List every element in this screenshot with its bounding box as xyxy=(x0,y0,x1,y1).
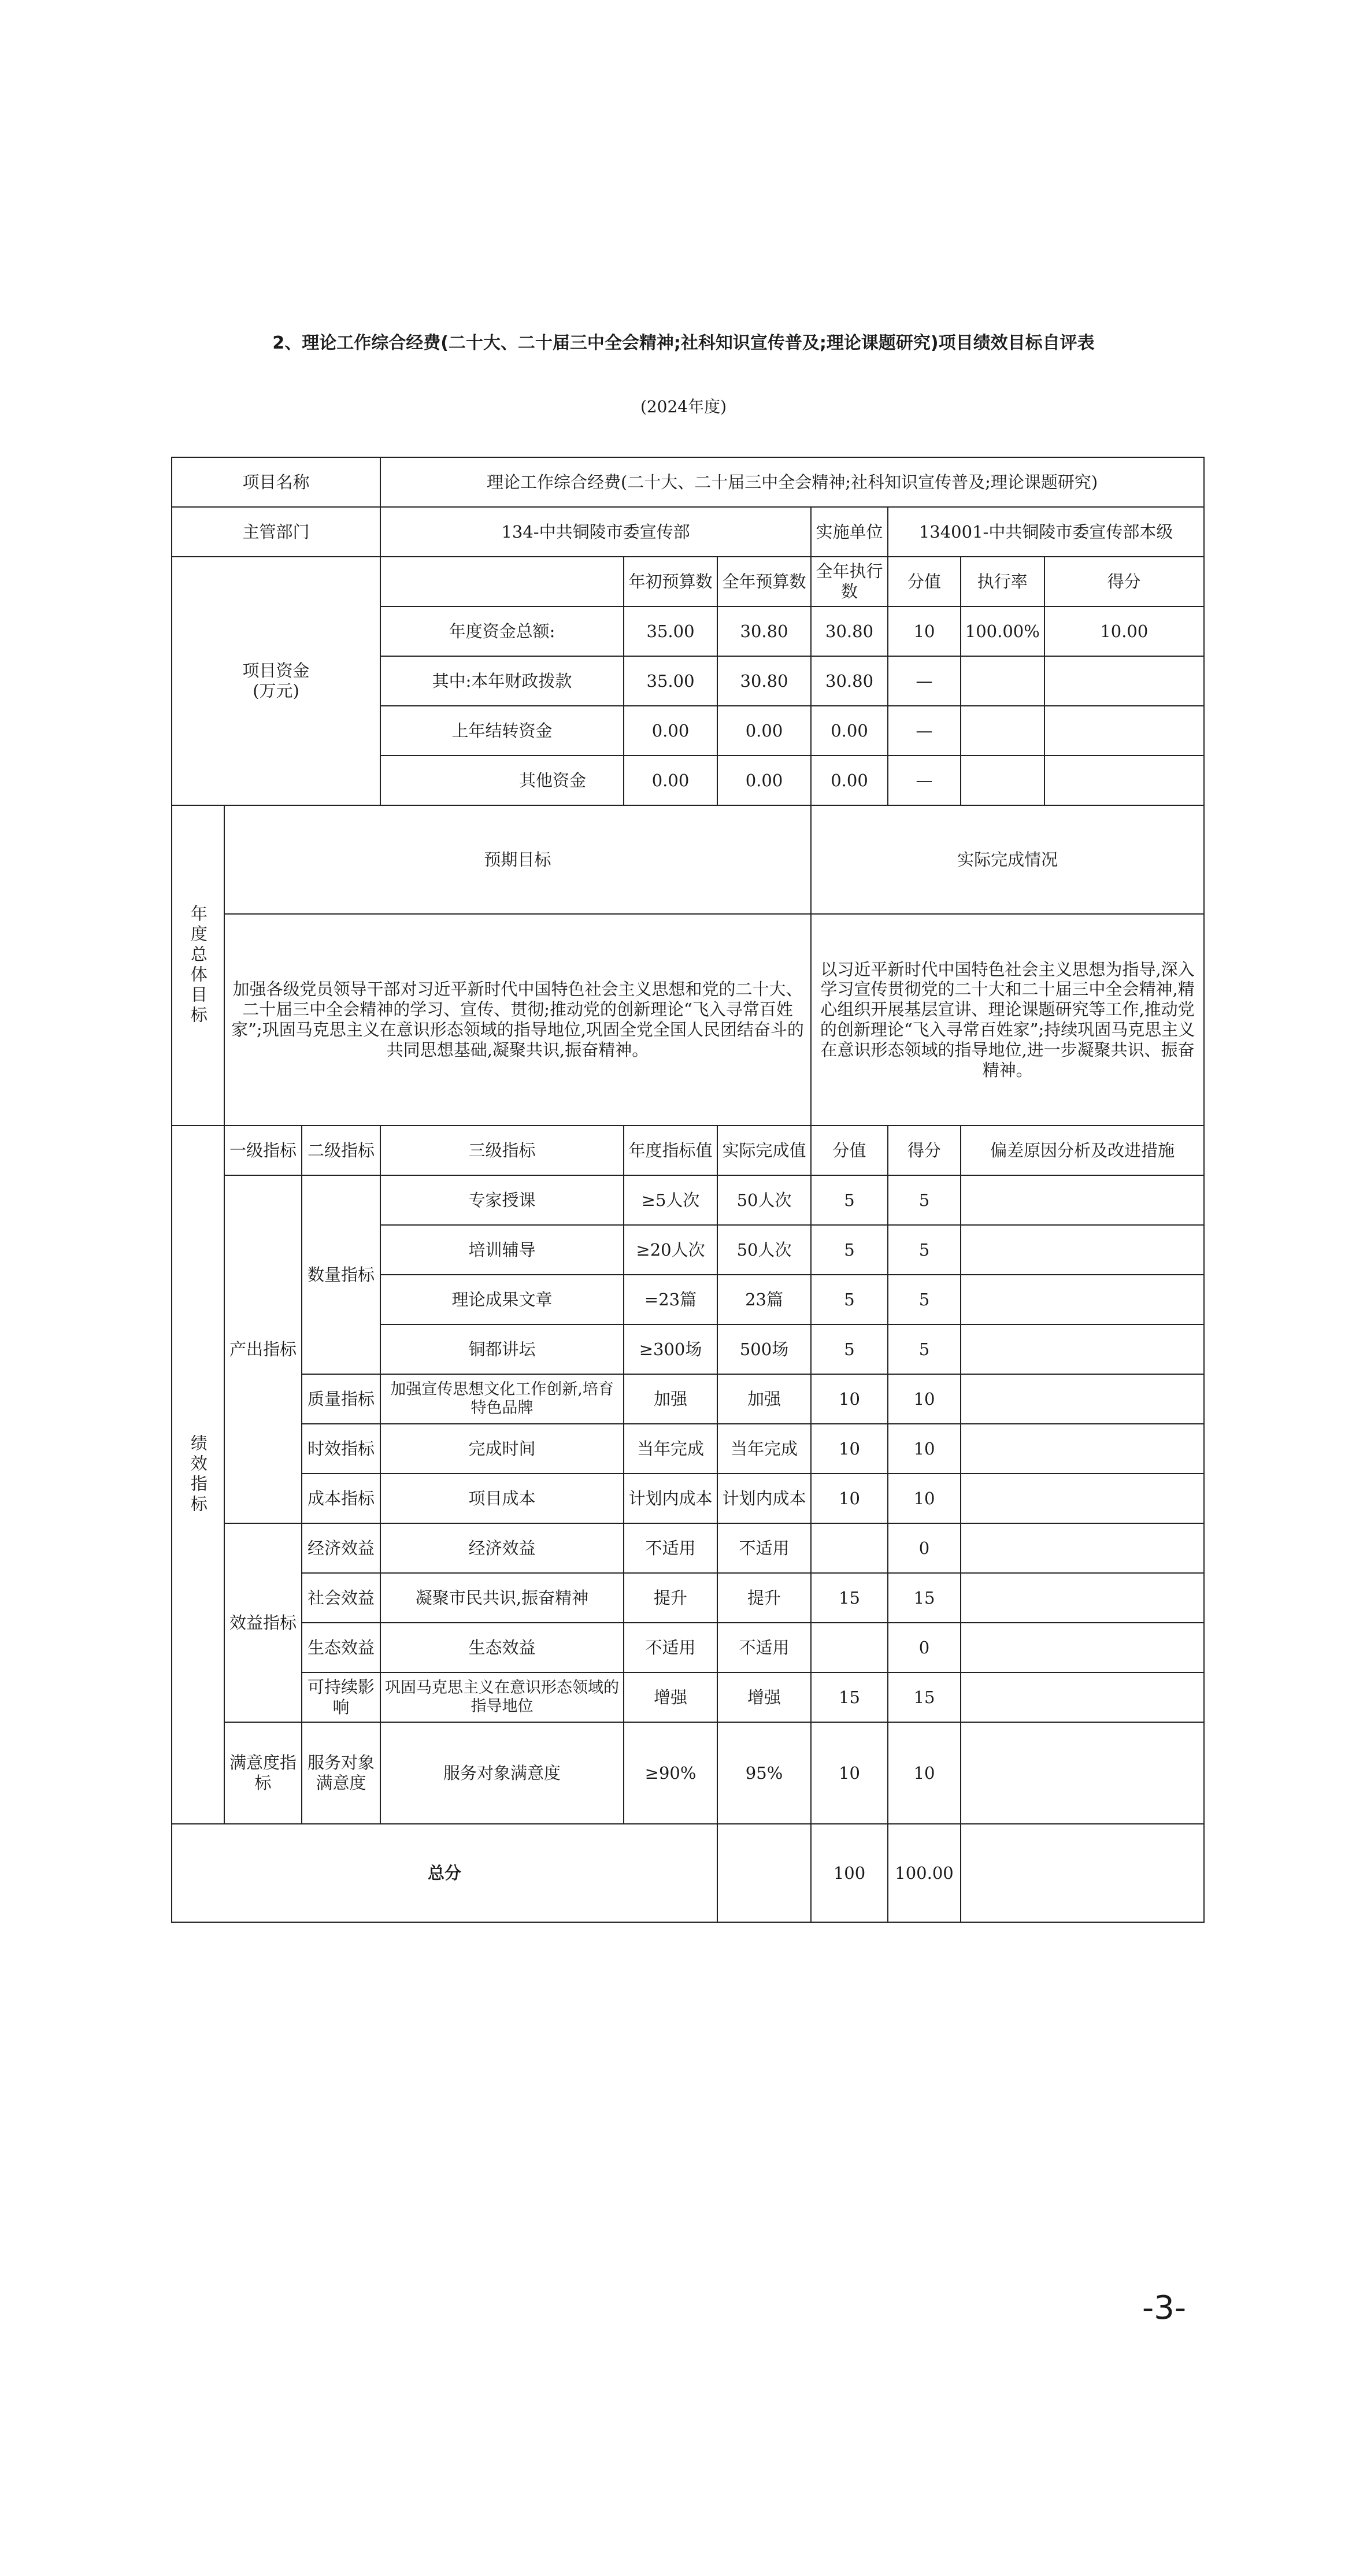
sustain-label: 可持续影响 xyxy=(302,1672,380,1722)
perf-row-name: 专家授课 xyxy=(380,1175,624,1225)
dept-label: 主管部门 xyxy=(172,507,380,557)
perf-row-value: 10 xyxy=(811,1474,888,1523)
perf-row-target: ≥20人次 xyxy=(624,1225,717,1275)
perf-row-note xyxy=(961,1374,1204,1424)
social-label: 社会效益 xyxy=(302,1573,380,1623)
funds-row-score-value: 10 xyxy=(888,606,961,656)
perf-row xyxy=(172,1175,1204,1225)
perf-row xyxy=(172,1424,1204,1474)
perf-row xyxy=(172,1623,1204,1672)
funds-row-rate-score xyxy=(961,606,1204,656)
funds-row-rate xyxy=(961,657,1044,705)
perf-row-name: 培训辅导 xyxy=(380,1225,624,1275)
total-row xyxy=(172,1824,1204,1922)
perf-row-note xyxy=(961,1573,1204,1623)
perf-section-label xyxy=(172,1126,224,1824)
perf-row-name: 巩固马克思主义在意识形态领域的指导地位 xyxy=(380,1672,624,1722)
economic-label: 经济效益 xyxy=(302,1523,380,1573)
perf-row-score: 5 xyxy=(888,1225,961,1275)
perf-row-note xyxy=(961,1474,1204,1523)
funds-row-rate-score xyxy=(961,756,1204,805)
perf-row-name: 铜都讲坛 xyxy=(380,1324,624,1374)
perf-row-note xyxy=(961,1324,1204,1374)
funds-header-executed: 全年执行数 xyxy=(811,557,888,606)
perf-row-actual: 增强 xyxy=(717,1672,811,1722)
funds-header-score-value: 分值 xyxy=(888,557,961,606)
perf-row-score: 15 xyxy=(888,1672,961,1722)
page-number: -3- xyxy=(1142,2289,1187,2327)
perf-row-actual: 500场 xyxy=(717,1324,811,1374)
cost-label: 成本指标 xyxy=(302,1474,380,1523)
perf-header-actual: 实际完成值 xyxy=(717,1126,811,1175)
funds-row-annual: 0.00 xyxy=(717,706,811,756)
perf-header-level3: 三级指标 xyxy=(380,1126,624,1175)
perf-row-name: 凝聚市民共识,振奋精神 xyxy=(380,1573,624,1623)
quantity-label: 数量指标 xyxy=(302,1175,380,1374)
perf-row-actual: 提升 xyxy=(717,1573,811,1623)
goal-header-row xyxy=(172,805,1204,914)
perf-row-actual: 50人次 xyxy=(717,1175,811,1225)
perf-row-note xyxy=(961,1424,1204,1474)
perf-row-value: 10 xyxy=(811,1424,888,1474)
funds-header-rate-score xyxy=(961,557,1204,606)
timeliness-label: 时效指标 xyxy=(302,1424,380,1474)
perf-row-value xyxy=(811,1623,888,1672)
perf-header-row xyxy=(172,1126,1204,1175)
funds-row-rate xyxy=(961,706,1044,755)
perf-row-value: 10 xyxy=(811,1722,888,1824)
perf-row-note xyxy=(961,1672,1204,1722)
performance-table xyxy=(171,457,1205,1923)
perf-row-name: 项目成本 xyxy=(380,1474,624,1523)
funds-row-initial: 0.00 xyxy=(624,756,717,805)
project-name-value: 理论工作综合经费(二十大、二十届三中全会精神;社科知识宣传普及;理论课题研究) xyxy=(380,457,1204,507)
satisfaction-label: 满意度指标 xyxy=(224,1722,302,1824)
perf-row-target: ≥300场 xyxy=(624,1324,717,1374)
total-blank xyxy=(717,1824,811,1922)
funds-row-initial: 35.00 xyxy=(624,606,717,656)
perf-row-value: 15 xyxy=(811,1573,888,1623)
perf-header-value: 分值 xyxy=(811,1126,888,1175)
output-label: 产出指标 xyxy=(224,1175,302,1523)
perf-row-target: 当年完成 xyxy=(624,1424,717,1474)
goal-expected-header: 预期目标 xyxy=(224,805,811,914)
perf-row-value: 5 xyxy=(811,1225,888,1275)
total-score: 100.00 xyxy=(888,1824,961,1922)
perf-row-score: 5 xyxy=(888,1324,961,1374)
goal-section-text: 年度总体目标 xyxy=(188,905,208,1026)
perf-row xyxy=(172,1722,1204,1824)
goal-expected-text: 加强各级党员领导干部对习近平新时代中国特色社会主义思想和党的二十大、二十届三中全会精神的学习、宣传、贯彻;推动党的创新理论“飞入寻常百姓家”;巩固马克思主义在意识形态领域的指导地位,巩固全党全国人民团结奋斗的共同思想基础,凝聚共识,振奋精神。 xyxy=(224,914,811,1126)
funds-row-score xyxy=(1045,657,1204,705)
perf-row-target: 增强 xyxy=(624,1672,717,1722)
goal-actual-header: 实际完成情况 xyxy=(811,805,1204,914)
perf-row-actual: 50人次 xyxy=(717,1225,811,1275)
perf-row-note xyxy=(961,1225,1204,1275)
perf-row xyxy=(172,1474,1204,1523)
funds-section-label xyxy=(172,557,380,805)
goal-content-row xyxy=(172,914,1204,1126)
funds-row-annual: 30.80 xyxy=(717,606,811,656)
goal-section-label xyxy=(172,805,224,1126)
funds-unit: (万元) xyxy=(253,681,299,701)
funds-row-score-value: — xyxy=(888,756,961,805)
funds-header-annual: 全年预算数 xyxy=(717,557,811,606)
perf-row-score: 0 xyxy=(888,1623,961,1672)
dept-value: 134-中共铜陵市委宣传部 xyxy=(380,507,811,557)
funds-row-score: 10.00 xyxy=(1100,621,1149,641)
funds-row-annual: 0.00 xyxy=(717,756,811,805)
perf-row-actual: 计划内成本 xyxy=(717,1474,811,1523)
perf-row-target: 加强 xyxy=(624,1374,717,1424)
perf-row xyxy=(172,1672,1204,1722)
perf-row-name: 加强宣传思想文化工作创新,培育特色品牌 xyxy=(380,1374,624,1424)
perf-row-score: 0 xyxy=(888,1523,961,1573)
total-value: 100 xyxy=(811,1824,888,1922)
perf-row-target: 计划内成本 xyxy=(624,1474,717,1523)
perf-row-value: 15 xyxy=(811,1672,888,1722)
funds-row-score-value: — xyxy=(888,706,961,756)
funds-row-rate-score xyxy=(961,706,1204,756)
document-title: 2、理论工作综合经费(二十大、二十届三中全会精神;社科知识宣传普及;理论课题研究)项目绩效目标自评表 xyxy=(272,333,1095,353)
perf-row-target: =23篇 xyxy=(624,1275,717,1324)
funds-header-score: 得分 xyxy=(1107,571,1141,591)
funds-row-executed: 0.00 xyxy=(811,756,888,805)
funds-row-score-value: — xyxy=(888,656,961,706)
funds-row-label: 其中:本年财政拨款 xyxy=(380,656,624,706)
perf-section-text: 绩效指标 xyxy=(188,1434,208,1515)
eco-label: 生态效益 xyxy=(302,1623,380,1672)
funds-row-score xyxy=(1045,756,1204,805)
dept-row xyxy=(172,507,1204,557)
perf-row-score: 10 xyxy=(888,1424,961,1474)
funds-row-label: 其他资金 xyxy=(380,756,624,805)
perf-header-note: 偏差原因分析及改进措施 xyxy=(961,1126,1204,1175)
perf-row-name: 经济效益 xyxy=(380,1523,624,1573)
perf-row-note xyxy=(961,1523,1204,1573)
perf-row-note xyxy=(961,1275,1204,1324)
perf-header-level1: 一级指标 xyxy=(224,1126,302,1175)
funds-row-score xyxy=(1045,706,1204,755)
perf-row-score: 10 xyxy=(888,1474,961,1523)
unit-label: 实施单位 xyxy=(811,507,888,557)
funds-row-label: 年度资金总额: xyxy=(380,606,624,656)
perf-row-target: 不适用 xyxy=(624,1523,717,1573)
perf-row-score: 15 xyxy=(888,1573,961,1623)
funds-header-blank xyxy=(380,557,624,606)
perf-row-value: 5 xyxy=(811,1324,888,1374)
funds-header-initial: 年初预算数 xyxy=(624,557,717,606)
total-note xyxy=(961,1824,1204,1922)
funds-row-rate-score xyxy=(961,656,1204,706)
perf-header-target: 年度指标值 xyxy=(624,1126,717,1175)
perf-row-value: 10 xyxy=(811,1374,888,1424)
perf-row-score: 5 xyxy=(888,1175,961,1225)
perf-row-score: 10 xyxy=(888,1722,961,1824)
perf-row-value: 5 xyxy=(811,1275,888,1324)
document-subtitle: (2024年度) xyxy=(640,397,727,416)
perf-row-actual: 不适用 xyxy=(717,1623,811,1672)
perf-row-note xyxy=(961,1175,1204,1225)
goal-actual-text: 以习近平新时代中国特色社会主义思想为指导,深入学习宣传贯彻党的二十大和二十届三中全会精神,精心组织开展基层宣讲、理论课题研究等工作,推动党的创新理论“飞入寻常百姓家”;持续巩固马克思主义在意识形态领域的指导地位,进一步凝聚共识、振奋精神。 xyxy=(811,914,1204,1126)
funds-row-label: 上年结转资金 xyxy=(380,706,624,756)
perf-row-name: 理论成果文章 xyxy=(380,1275,624,1324)
perf-row-actual: 95% xyxy=(717,1722,811,1824)
perf-row-note xyxy=(961,1623,1204,1672)
perf-row-score: 5 xyxy=(888,1275,961,1324)
perf-row xyxy=(172,1573,1204,1623)
perf-row-note xyxy=(961,1722,1204,1824)
project-name-row xyxy=(172,457,1204,507)
perf-row-target: ≥90% xyxy=(624,1722,717,1824)
perf-row xyxy=(172,1374,1204,1424)
perf-row-target: ≥5人次 xyxy=(624,1175,717,1225)
perf-row xyxy=(172,1523,1204,1573)
perf-header-level2: 二级指标 xyxy=(302,1126,380,1175)
funds-header-row xyxy=(172,557,1204,606)
perf-row-name: 生态效益 xyxy=(380,1623,624,1672)
perf-row-score: 10 xyxy=(888,1374,961,1424)
funds-row-initial: 0.00 xyxy=(624,706,717,756)
funds-row-executed: 30.80 xyxy=(811,606,888,656)
perf-row-actual: 23篇 xyxy=(717,1275,811,1324)
service-label: 服务对象满意度 xyxy=(302,1722,380,1824)
perf-row-actual: 不适用 xyxy=(717,1523,811,1573)
perf-row-actual: 加强 xyxy=(717,1374,811,1424)
funds-row-executed: 30.80 xyxy=(811,656,888,706)
total-label-text: 总分 xyxy=(428,1863,462,1883)
quality-label: 质量指标 xyxy=(302,1374,380,1424)
funds-row-annual: 30.80 xyxy=(717,656,811,706)
funds-row-rate: 100.00% xyxy=(961,607,1044,656)
funds-row-initial: 35.00 xyxy=(624,656,717,706)
perf-row-target: 不适用 xyxy=(624,1623,717,1672)
perf-row-value xyxy=(811,1523,888,1573)
unit-value: 134001-中共铜陵市委宣传部本级 xyxy=(888,507,1204,557)
benefit-label: 效益指标 xyxy=(224,1523,302,1722)
perf-row-name: 完成时间 xyxy=(380,1424,624,1474)
funds-label: 项目资金 xyxy=(242,661,310,681)
perf-row-name: 服务对象满意度 xyxy=(380,1722,624,1824)
project-name-label: 项目名称 xyxy=(172,457,380,507)
perf-header-score: 得分 xyxy=(888,1126,961,1175)
funds-row-executed: 0.00 xyxy=(811,706,888,756)
total-label xyxy=(172,1824,717,1922)
funds-header-rate: 执行率 xyxy=(961,557,1044,606)
perf-row-actual: 当年完成 xyxy=(717,1424,811,1474)
perf-row-target: 提升 xyxy=(624,1573,717,1623)
perf-row-value: 5 xyxy=(811,1175,888,1225)
funds-row-rate xyxy=(961,756,1044,805)
